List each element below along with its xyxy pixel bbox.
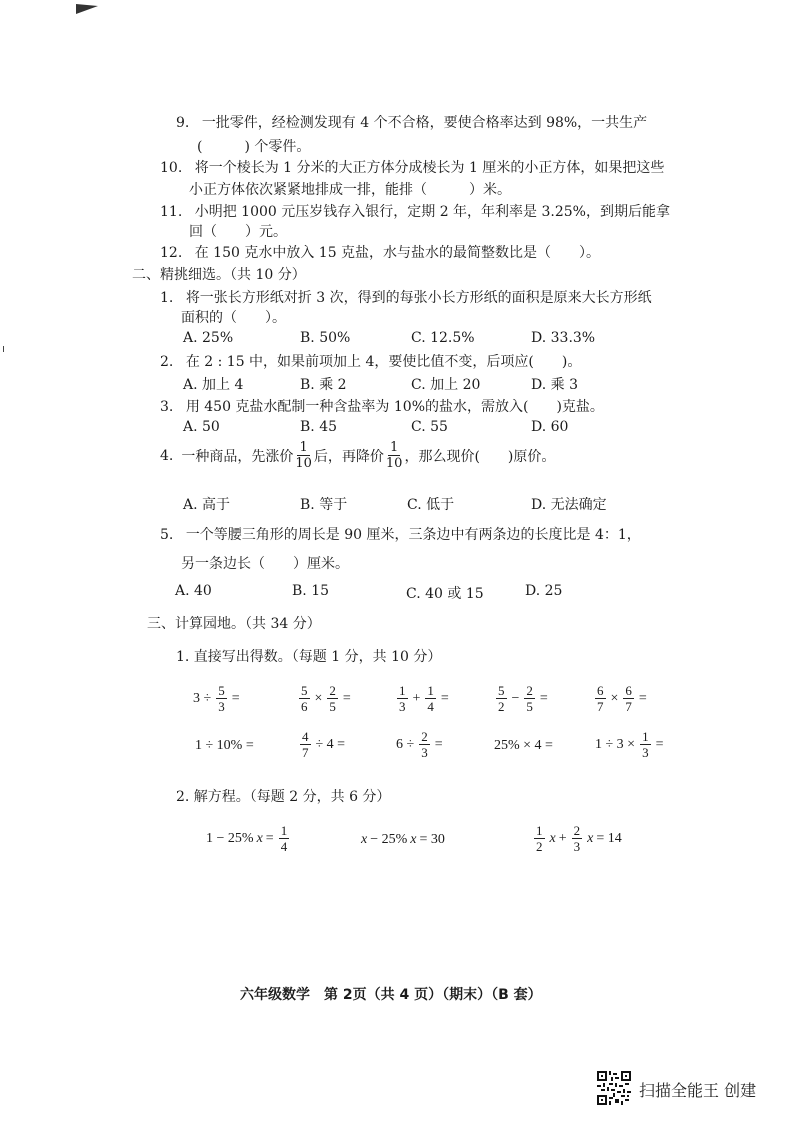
mc-question-5-line2: 另一条边长（ ）厘米。 bbox=[181, 556, 349, 572]
direct-answer-instruction: 1. 直接写出得数。（每题 1 分，共 10 分） bbox=[176, 649, 442, 665]
mc4-option-d[interactable]: D. 无法确定 bbox=[531, 497, 607, 513]
mc3-option-a[interactable]: A. 50 bbox=[183, 419, 220, 435]
mc5-option-a[interactable]: A. 40 bbox=[175, 583, 212, 599]
mc-question-1: 1. 将一张长方形纸对折 3 次，得到的每张小长方形纸的面积是原来大长方形纸 bbox=[160, 290, 652, 306]
calc-item-3: $\frac{1}{3}$ + $\frac{1}{4}$ = bbox=[399, 683, 449, 714]
mc1-option-b[interactable]: B. 50% bbox=[300, 330, 351, 346]
mc4-option-a[interactable]: A. 高于 bbox=[183, 497, 231, 513]
calc-item-9: 25% × 4 = bbox=[494, 738, 553, 753]
mc1-option-d[interactable]: D. 33.3% bbox=[531, 330, 596, 346]
mc-question-5: 5. 一个等腰三角形的周长是 90 厘米，三条边中有两条边的长度比是 4：1， bbox=[160, 527, 641, 543]
equation-1: 1 − 25% x = $\frac{1}{4}$ bbox=[206, 823, 288, 854]
mc4-option-b[interactable]: B. 等于 bbox=[300, 497, 348, 513]
question-10: 10. 将一个棱长为 1 分米的大正方体分成棱长为 1 厘米的小正方体，如果把这些 bbox=[160, 160, 665, 176]
mc5-option-b[interactable]: B. 15 bbox=[292, 583, 330, 599]
calc-item-2: $\frac{5}{6}$ × $\frac{2}{5}$ = bbox=[301, 683, 351, 714]
fraction-one-tenth: $\frac{1}{10}$ bbox=[295, 440, 312, 471]
mc-question-3: 3. 用 450 克盐水配制一种含盐率为 10%的盐水，需放入( )克盐。 bbox=[160, 399, 604, 415]
calc-item-1: 3 ÷ $\frac{5}{3}$ = bbox=[193, 683, 240, 714]
scanner-watermark: 扫描全能王 创建 bbox=[639, 1081, 757, 1100]
page-footer: 六年级数学 第 2页（共 4 页）（期末）（B 套） bbox=[240, 987, 542, 1003]
equation-3: $\frac{1}{2}$ x + $\frac{2}{3}$ x = 14 bbox=[536, 823, 622, 854]
calc-item-4: $\frac{5}{2}$ − $\frac{2}{5}$ = bbox=[498, 683, 548, 714]
margin-scan-mark bbox=[3, 346, 7, 352]
mc2-option-a[interactable]: A. 加上 4 bbox=[183, 377, 244, 393]
mc-question-4: 4. 一种商品，先涨价 $\frac{1}{10}$ 后，再降价 $\frac{1}{10}$ ，那么现价( )原价。 bbox=[160, 440, 556, 471]
section-3-title: 三、计算园地。（共 34 分） bbox=[147, 616, 321, 632]
question-12: 12. 在 150 克水中放入 15 克盐，水与盐水的最简整数比是（ ）。 bbox=[160, 245, 601, 261]
mc3-option-b[interactable]: B. 45 bbox=[300, 419, 338, 435]
mc-question-1-line2: 面积的（ ）。 bbox=[181, 310, 286, 326]
qr-code-icon bbox=[597, 1071, 631, 1105]
mc3-option-d[interactable]: D. 60 bbox=[531, 419, 569, 435]
mc1-option-a[interactable]: A. 25% bbox=[183, 330, 234, 346]
mc1-option-c[interactable]: C. 12.5% bbox=[411, 330, 475, 346]
mc4-option-c[interactable]: C. 低于 bbox=[407, 497, 455, 513]
question-11: 11. 小明把 1000 元压岁钱存入银行，定期 2 年，年利率是 3.25%，到期后能拿 bbox=[160, 204, 670, 220]
solve-equations-instruction: 2. 解方程。（每题 2 分，共 6 分） bbox=[176, 789, 391, 805]
question-10-line2: 小正方体依次紧紧地排成一排，能排（ ）米。 bbox=[189, 182, 511, 198]
mc5-option-c[interactable]: C. 40 或 15 bbox=[406, 586, 484, 602]
section-2-title: 二、精挑细选。（共 10 分） bbox=[132, 267, 306, 283]
fraction-one-tenth: $\frac{1}{10}$ bbox=[385, 440, 403, 471]
question-11-line2: 回（ ）元。 bbox=[189, 224, 287, 240]
mc-question-2: 2. 在 2 : 15 中，如果前项加上 4，要使比值不变，后项应( )。 bbox=[160, 354, 582, 370]
mc5-option-d[interactable]: D. 25 bbox=[525, 583, 563, 599]
mc2-option-d[interactable]: D. 乘 3 bbox=[531, 377, 578, 393]
mc2-option-c[interactable]: C. 加上 20 bbox=[411, 377, 481, 393]
corner-scan-mark bbox=[76, 0, 98, 14]
calc-item-10: 1 ÷ 3 × $\frac{1}{3}$ = bbox=[595, 729, 664, 760]
question-9: 9. 一批零件，经检测发现有 4 个不合格，要使合格率达到 98%，一共生产 bbox=[176, 115, 648, 131]
question-9-line2: ( ) 个零件。 bbox=[197, 139, 311, 155]
mc2-option-b[interactable]: B. 乘 2 bbox=[300, 377, 347, 393]
calc-item-5: $\frac{6}{7}$ × $\frac{6}{7}$ = bbox=[597, 683, 647, 714]
equation-2: x − 25% x = 30 bbox=[361, 832, 445, 847]
calc-item-8: 6 ÷ $\frac{2}{3}$ = bbox=[396, 729, 443, 760]
mc3-option-c[interactable]: C. 55 bbox=[411, 419, 448, 435]
calc-item-7: $\frac{4}{7}$ ÷ 4 = bbox=[302, 729, 346, 760]
calc-item-6: 1 ÷ 10% = bbox=[195, 738, 254, 753]
